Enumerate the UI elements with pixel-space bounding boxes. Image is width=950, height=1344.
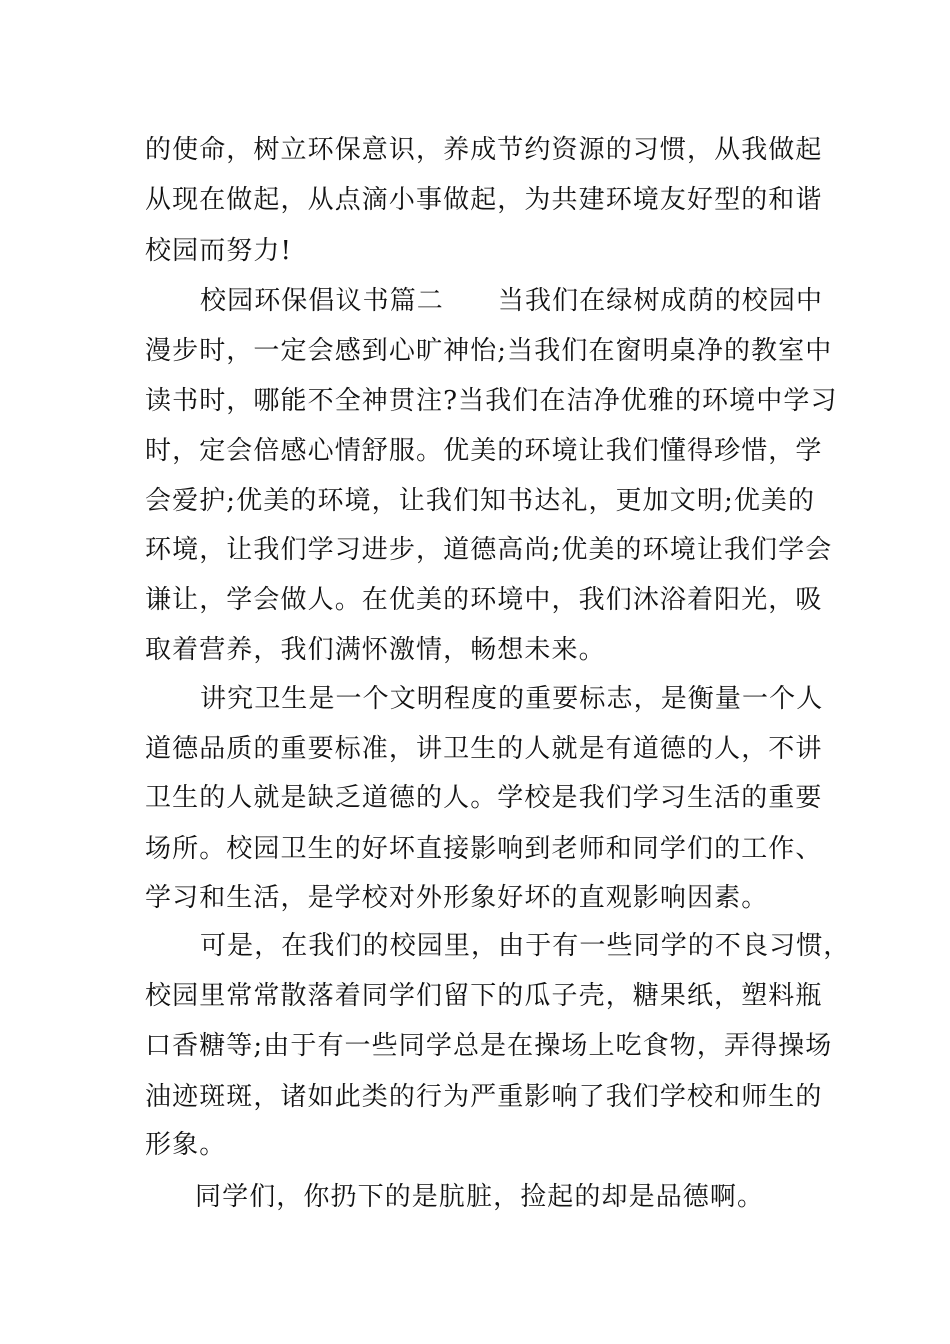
paragraph-line: 漫步时，一定会感到心旷神怡;当我们在窗明桌净的教室中	[145, 336, 833, 366]
paragraph-line: 从现在做起，从点滴小事做起，为共建环境友好型的和谐	[145, 185, 823, 215]
paragraph-line: 时，定会倍感心情舒服。优美的环境让我们懂得珍惜，学	[145, 436, 823, 466]
paragraph-line: 场所。校园卫生的好坏直接影响到老师和同学们的工作、	[145, 834, 823, 864]
paragraph-line: 同学们，你扔下的是肮脏，捡起的却是品德啊。	[195, 1182, 765, 1212]
section-heading-line	[200, 277, 840, 325]
paragraph-line: 讲究卫生是一个文明程度的重要标志，是衡量一个人	[200, 684, 824, 714]
paragraph-line: 卫生的人就是缺乏道德的人。学校是我们学习生活的重要	[145, 783, 823, 813]
paragraph-line: 校园里常常散落着同学们留下的瓜子壳，糖果纸，塑料瓶	[145, 981, 823, 1011]
paragraph-line: 的使命，树立环保意识，养成节约资源的习惯，从我做起	[145, 135, 823, 165]
paragraph-line: 会爱护;优美的环境，让我们知书达礼，更加文明;优美的	[145, 486, 816, 516]
paragraph-line: 形象。	[145, 1130, 227, 1160]
paragraph-line: 可是，在我们的校园里，由于有一些同学的不良习惯，	[200, 931, 851, 961]
paragraph-line: 谦让，学会做人。在优美的环境中，我们沐浴着阳光，吸	[145, 585, 823, 615]
paragraph-line: 环境，让我们学习进步，道德高尚;优美的环境让我们学会	[145, 535, 833, 565]
paragraph-line: 学习和生活，是学校对外形象好坏的直观影响因素。	[145, 883, 769, 913]
section-title: 校园环保倡议书篇二	[200, 286, 444, 316]
paragraph-line: 道德品质的重要标准，讲卫生的人就是有道德的人，不讲	[145, 734, 823, 764]
paragraph-line: 读书时，哪能不全神贯注?当我们在洁净优雅的环境中学习	[145, 386, 838, 416]
section-continuation: 当我们在绿树成荫的校园中	[497, 286, 824, 316]
paragraph-line: 校园而努力!	[145, 236, 293, 266]
paragraph-line: 取着营养，我们满怀激情，畅想未来。	[145, 635, 606, 665]
paragraph-line: 油迹斑斑，诸如此类的行为严重影响了我们学校和师生的	[145, 1082, 823, 1112]
paragraph-line: 口香糖等;由于有一些同学总是在操场上吃食物，弄得操场	[145, 1031, 833, 1061]
